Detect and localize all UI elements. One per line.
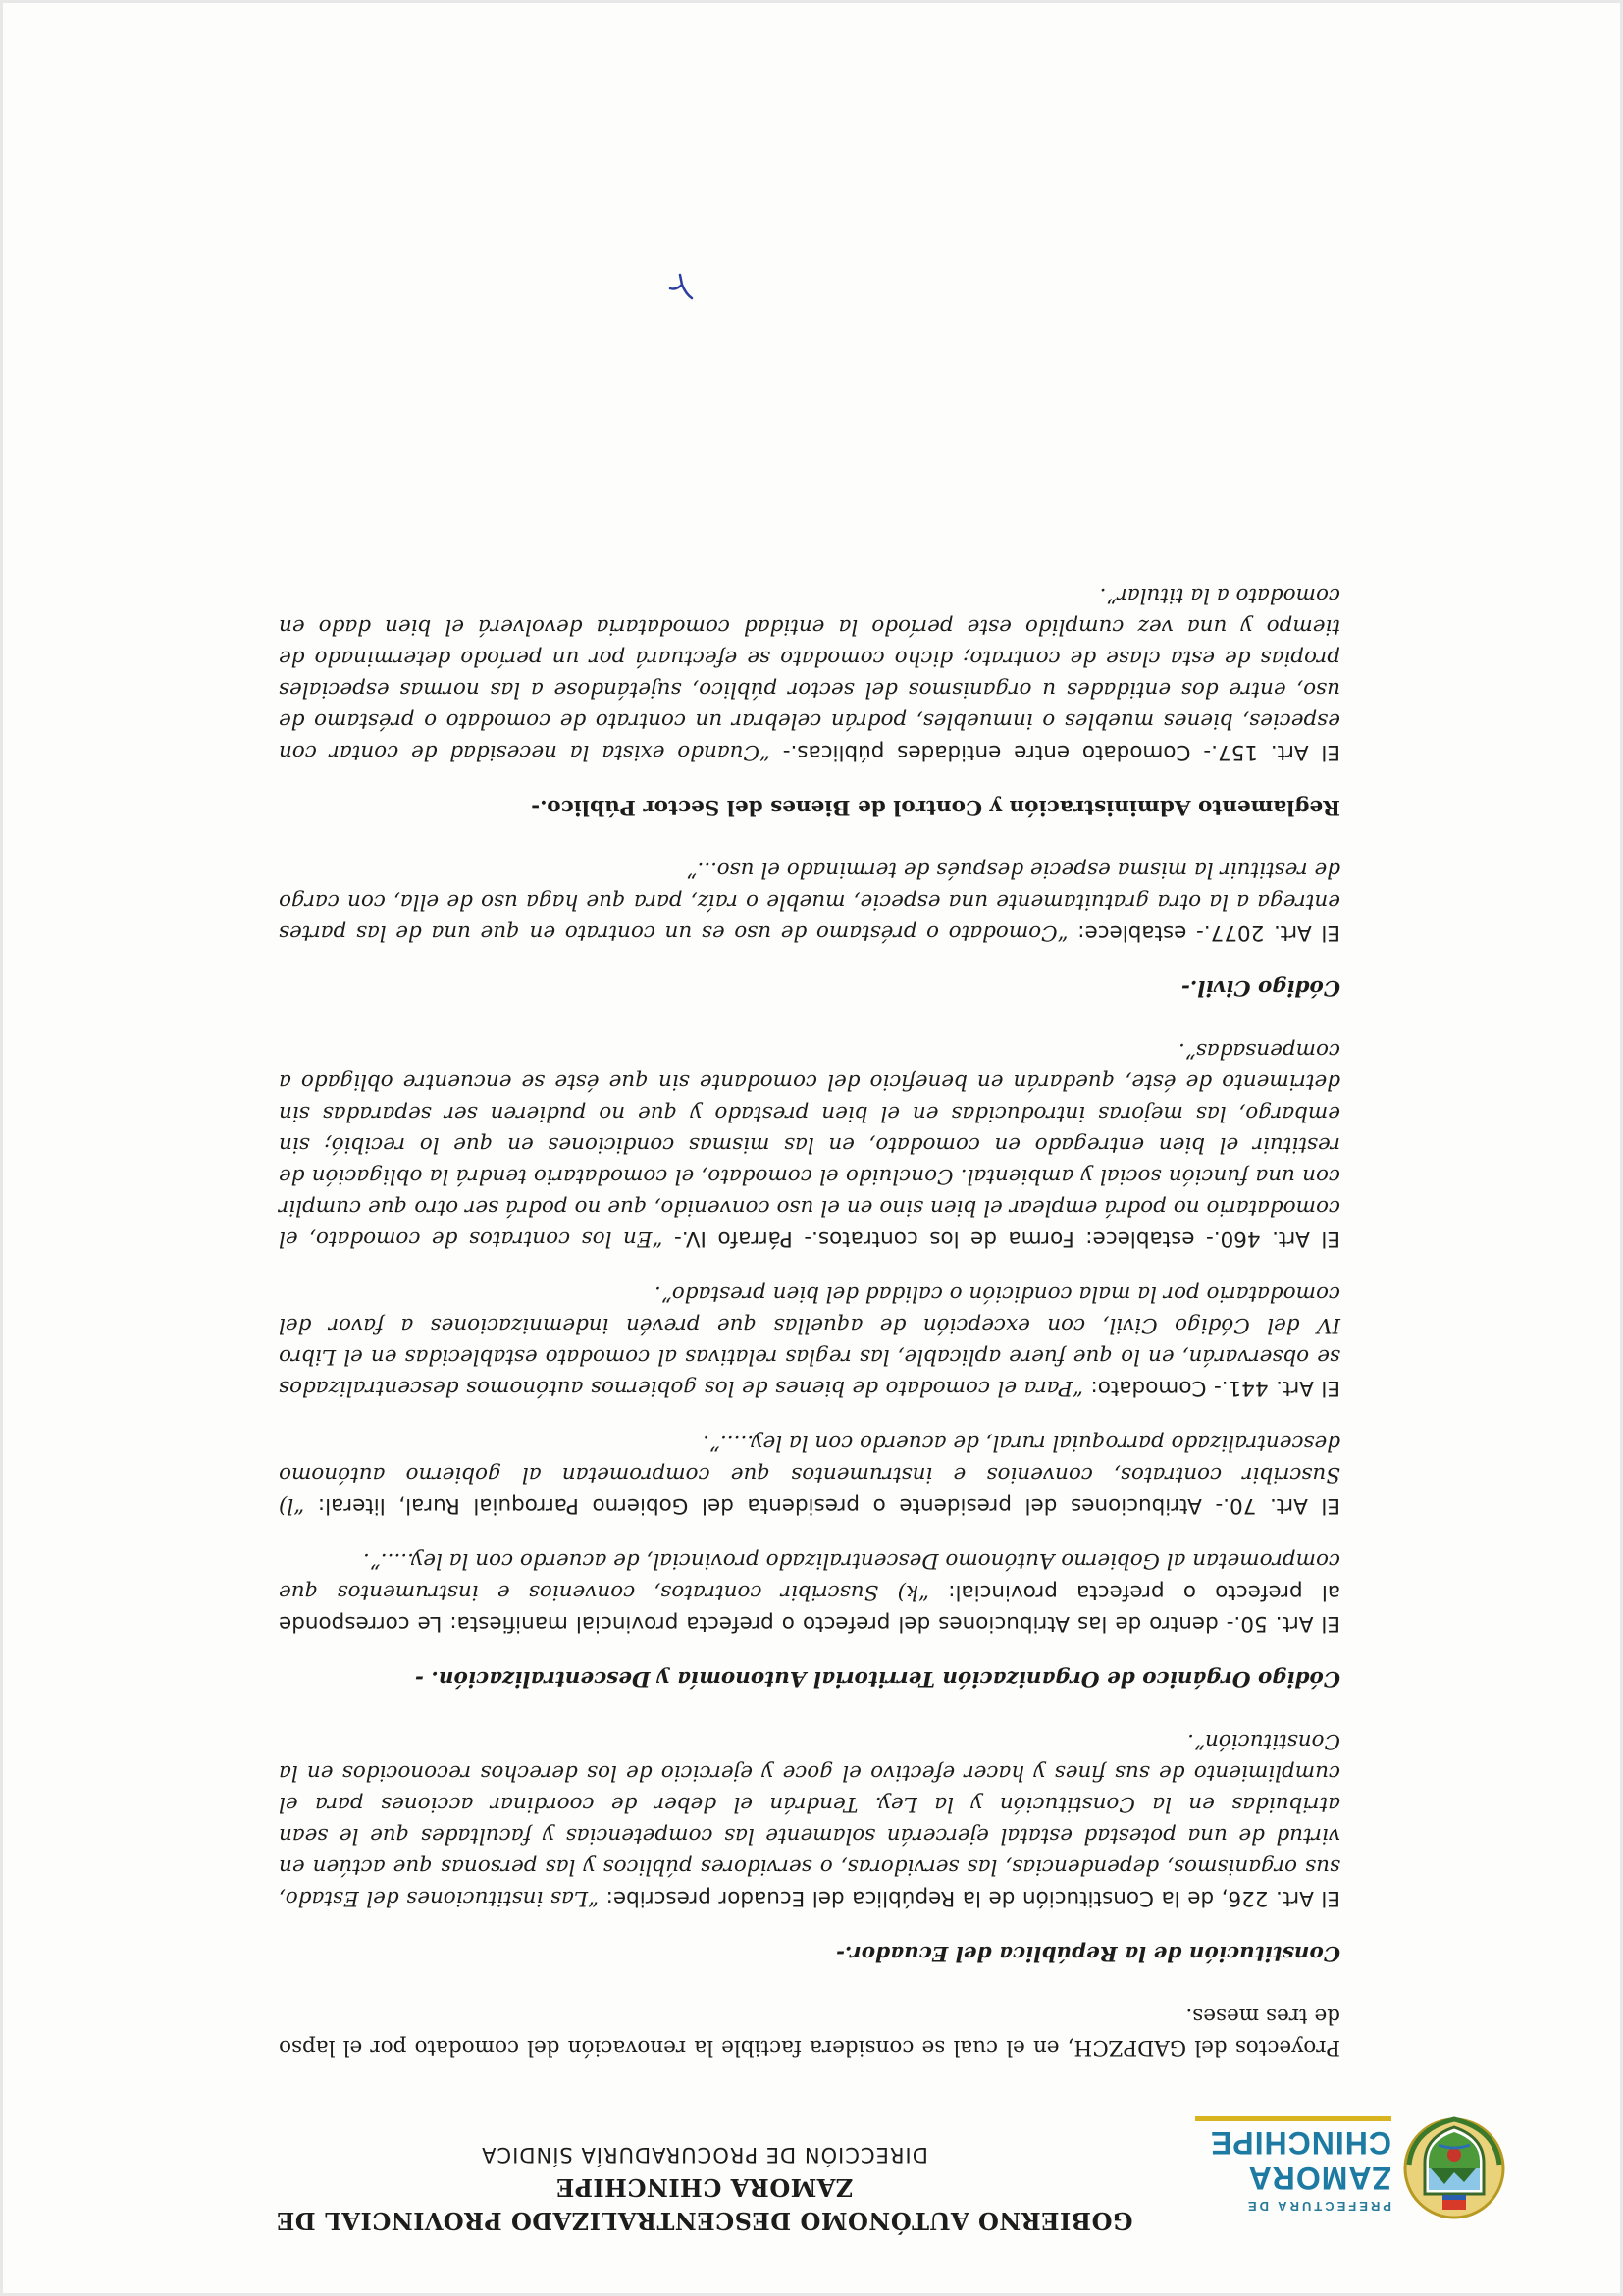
art70-quote: “l) Suscribir contratos, convenios e instrumentos que comprometan al gobierno autónomo descentralizado parroquial rural, de acuerdo con la ley.....”. [279, 1431, 1340, 1518]
art460-label: El Art. 460.- establece: Forma de los contratos.- Párrafo IV.- [662, 1226, 1340, 1251]
art441-quote: “Para el comodato de bienes de los gobiernos autónomos descentralizados se observarán, en lo que fuere aplicable, las reglas relativas al comodato establecidas en el Libro IV del Código Civil, con excepción de aquellas que prevén indemnizaciones a favor del comodatario por la mala condición o calidad del bien prestado”. [278, 1281, 1340, 1400]
heading-reglamento: Reglamento Administración y Control de Bienes del Sector Público.- [531, 795, 1340, 819]
coat-of-arms-icon [1399, 2113, 1509, 2223]
art70-label: El Art. 70.- Atribuciones del presidente o presidenta del Gobierno Parroquial Rural, literal: [304, 1493, 1340, 1518]
heading-cootad: Código Orgánico de Organización Territorial Autonomía y Descentralización. - [415, 1666, 1340, 1691]
art460-quote: “En los contratos de comodato, el comodatario no podrá emplear el bien sino en el uso convenido, que no podrá ser otro que cumplir con una función social y ambiental. Concluido el comodato, el comodatario tendrá la obligación de restituir el bien entregado en comodato, en las mismas condiciones en que lo recibió; sin embargo, las mejoras introducidas en el bien prestado y que no pudieren ser separadas sin detrimento de éste, quedarán en beneficio del comodante sin que éste se encuentre obligado a compensadas”. [279, 1038, 1340, 1251]
logo-title-line1: ZAMORA [1247, 2161, 1391, 2196]
department-name: DIRECCIÓN DE PROCURADURÍA SÍNDICA [481, 2143, 928, 2166]
document-body [279, 579, 1340, 2062]
art157-quote: “Cuando exista la necesidad de contar con especies, bienes muebles o inmuebles, podrán celebrar un contrato de comodato o préstamo de uso, entre dos entidades u organismos del sector público, sujetándose a las normas especiales propias de esta clase de contrato; dicho comodato se efectuará por un período determinado de tiempo y una vez cumplido este período la entidad comodataria devolverá el bien dado en comodato a la titular”. [279, 583, 1340, 764]
art70-paragraph [279, 1427, 1340, 1521]
art226-quote: “Las instituciones del Estado, sus organismos, dependencias, las servidoras, o servidores públicos y las personas que actúen en virtud de una potestad estatal ejercerán solamente las competencias y facultades que le sean atribuidas en la Constitución y la Ley. Tendrán el deber de coordinar acciones para el cumplimiento de sus fines y hacer efectivo el goce y ejercicio de los derechos reconocidos en la Constitución”. [279, 1729, 1340, 1910]
art2077-label: El Art. 2077.- establece: [1068, 920, 1340, 945]
heading-codigo-civil: Código Civil.- [1180, 975, 1340, 1000]
art441-label: El Art. 441.- Comodato: [1083, 1376, 1340, 1400]
intro-paragraph: Proyectos del GADPZCH, en el cual se considera factible la renovación del comodato por el lapso de tres meses. [279, 2004, 1340, 2060]
logo-subtitle: PREFECTURA DE [1244, 2199, 1391, 2214]
art157-label: El Art. 157.- Comodato entre entidades públicas.- [769, 740, 1340, 764]
art226-label: El Art. 226, de la Constitución de la República del Ecuador prescribe: [599, 1886, 1340, 1910]
letterhead-text [253, 2139, 1156, 2237]
heading-constitucion: Constitución de la República del Ecuador.- [836, 1941, 1340, 1965]
art50-quote: “k) Suscribir contratos, convenios e instrumentos que comprometan al Gobierno Autónomo Descentralizado provincial, de acuerdo con la ley.....”. [279, 1548, 1340, 1604]
logo-title-line2: CHINCHIPE [1209, 2125, 1391, 2161]
art157-paragraph [279, 579, 1340, 767]
prefectura-logo [1185, 2111, 1509, 2223]
art441-paragraph [279, 1278, 1340, 1403]
institution-name: GOBIERNO AUTÓNOMO DESCENTRALIZADO PROVINCIAL DE [276, 2207, 1133, 2235]
art50-label: El Art. 50.- dentro de las Atribuciones del prefecto o prefecta provincial manifiesta: Le corresponde al prefecto o prefecta provincial: [279, 1580, 1340, 1636]
art50-paragraph [279, 1544, 1340, 1639]
letterhead [57, 2080, 1568, 2237]
handwritten-check-mark-icon [668, 271, 696, 304]
logo-accent-bar [1195, 2116, 1391, 2121]
institution-province: ZAMORA CHINCHIPE [555, 2173, 854, 2202]
art2077-paragraph [279, 854, 1340, 948]
art460-paragraph [279, 1034, 1340, 1254]
art2077-quote: “Comodato o préstamo de uso es un contrato en que una de las partes entrega a la otra gratuitamente una especie, mueble o raíz, para que haga uso de ella, con cargo de restituir la misma especie después de terminado el uso...” [279, 858, 1340, 945]
art226-paragraph [279, 1725, 1340, 1913]
